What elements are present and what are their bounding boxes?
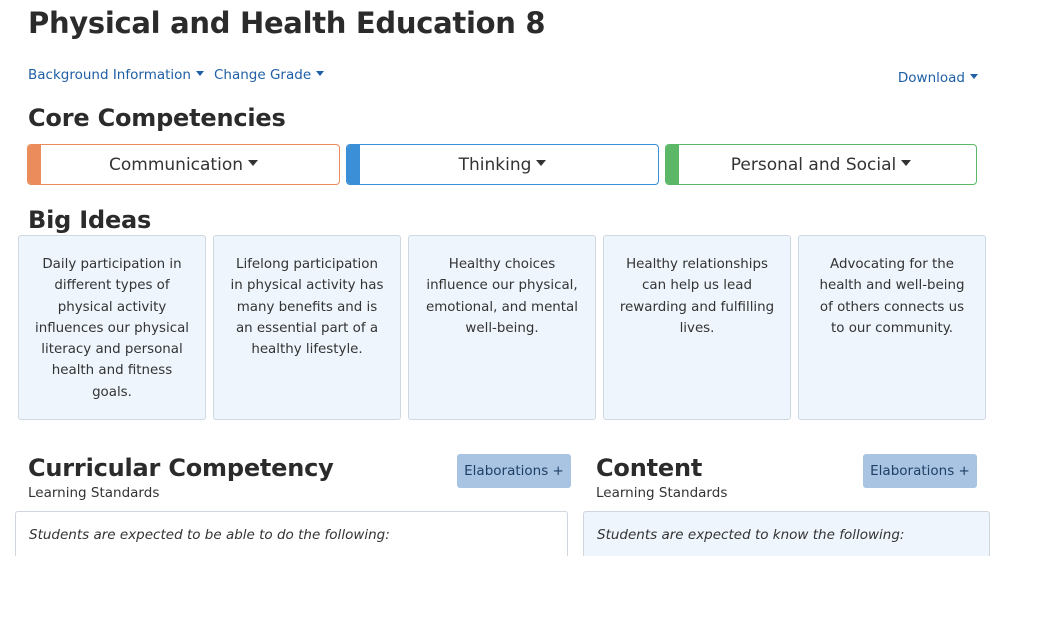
communication-label: Communication (109, 155, 258, 175)
content-elaborations-button[interactable]: Elaborations + (863, 454, 977, 488)
big-idea-card: Healthy choices influence our physical, emotional, and mental well-being. (408, 235, 596, 420)
communication-accent-bar (28, 145, 41, 184)
big-ideas-list (18, 235, 986, 420)
top-nav (28, 67, 324, 83)
big-idea-card: Daily participation in different types of physical activity influences our physical literacy and personal health and fitness goals. (18, 235, 206, 420)
content-heading: Content (596, 454, 703, 482)
thinking-dropdown-button[interactable] (346, 144, 659, 185)
content-intro-text: Students are expected to know the following: (597, 527, 905, 543)
change-grade-dropdown[interactable]: Change Grade (214, 67, 324, 83)
download-dropdown[interactable]: Download (898, 70, 978, 86)
curricular-competency-heading: Curricular Competency (28, 454, 334, 482)
curricular-intro-text: Students are expected to be able to do the following: (29, 527, 390, 543)
background-information-dropdown[interactable]: Background Information (28, 67, 204, 83)
curricular-standards-panel (15, 511, 568, 556)
content-standards-panel (583, 511, 990, 556)
page-title: Physical and Health Education 8 (28, 6, 546, 40)
big-ideas-heading: Big Ideas (28, 206, 152, 234)
content-learning-standards-label: Learning Standards (596, 485, 728, 501)
communication-dropdown-button[interactable] (27, 144, 340, 185)
personal-social-label: Personal and Social (731, 155, 911, 175)
thinking-label: Thinking (459, 155, 547, 175)
big-idea-card: Lifelong participation in physical activity has many benefits and is an essential part of a healthy lifestyle. (213, 235, 401, 420)
big-idea-card: Advocating for the health and well-being of others connects us to our community. (798, 235, 986, 420)
curricular-elaborations-button[interactable]: Elaborations + (457, 454, 571, 488)
personal-social-dropdown-button[interactable] (665, 144, 977, 185)
personal-social-accent-bar (666, 145, 679, 184)
download-nav (898, 67, 978, 86)
big-idea-card: Healthy relationships can help us lead rewarding and fulfilling lives. (603, 235, 791, 420)
thinking-accent-bar (347, 145, 360, 184)
core-competencies-heading: Core Competencies (28, 104, 286, 132)
curricular-learning-standards-label: Learning Standards (28, 485, 160, 501)
